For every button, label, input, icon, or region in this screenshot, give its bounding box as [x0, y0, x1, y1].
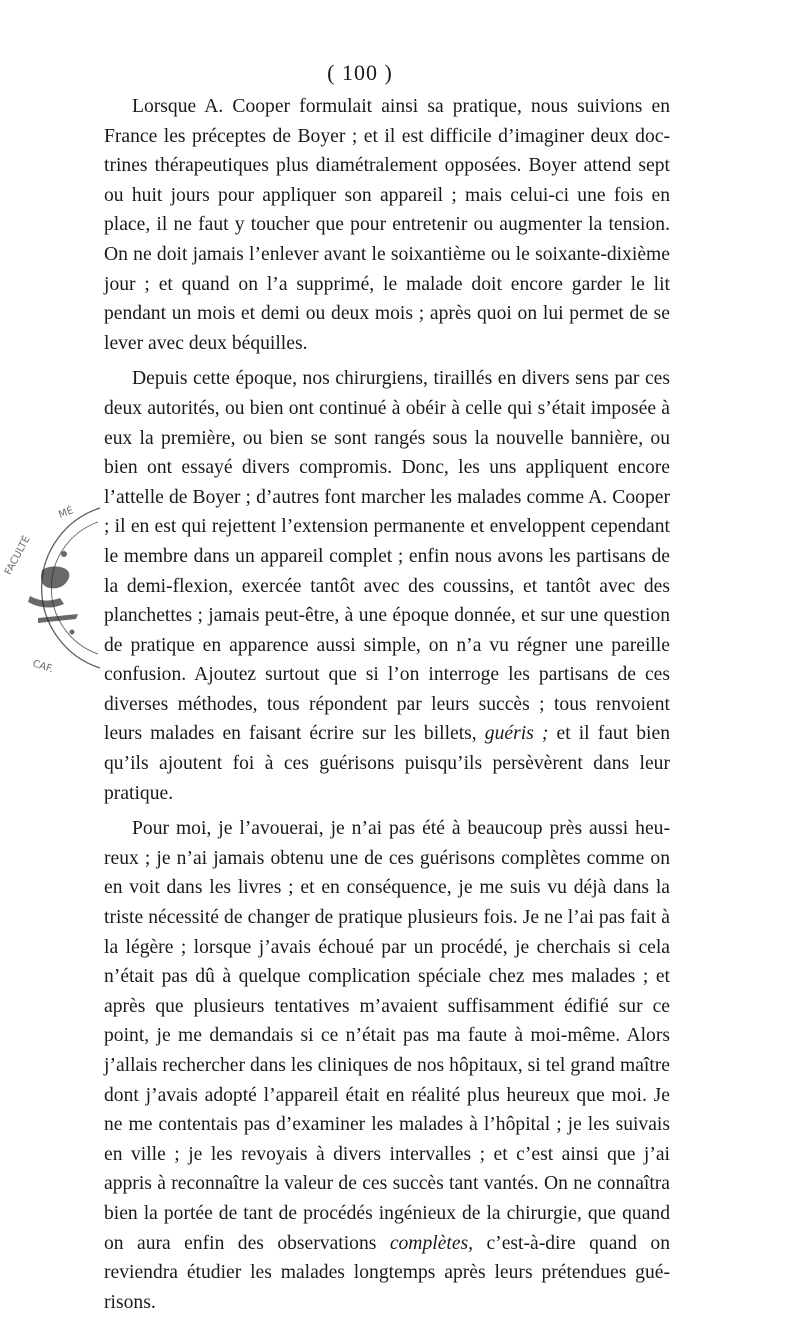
paragraph-1: [104, 92, 670, 358]
paragraph-3: [104, 814, 670, 1317]
text-block: [104, 92, 670, 1317]
page-number: ( 100 ): [327, 60, 393, 85]
paragraph-2-text: Depuis cette époque, nos chirurgiens, tiraillés en divers sens par ces deux autorités, ou bien ont continué à obéir à celle qui s’était imposée à eux la première, ou bien se sont rangés sous la nouvelle bannière, ou bien ont essayé divers compromis. Donc, les uns appliquent encore l’attelle de Boyer ; d’autres font marcher les malades comme A. Cooper ; il en est qui rejettent l’extension permanente et enveloppent cependant le membre dans un appareil complet ; enfin nous avons les partisans de la demi-flexion, exercée tantôt avec des coussins, et tantôt avec des planchettes ; jamais peut-être, à une époque donnée, et sur une question de pratique en apparence aussi simple, on n’a vu régner une pareille confusion. Ajoutez surtout que si l’on interroge les partisans de ces diverses méthodes, tous répondent par leurs succès ; tous renvoient leurs malades en faisant écrire sur les billets,: [104, 368, 670, 745]
paragraph-3-emphasis: complètes,: [389, 1232, 474, 1254]
paragraph-2: [104, 364, 670, 808]
paragraph-1-text: Lorsque A. Cooper formulait ainsi sa pratique, nous suivions en France les préceptes de Boyer ; et il est difficile d’imaginer deux doctrines thérapeutiques plus diamétralement opposées. Boyer attend sept ou huit jours pour appliquer son appareil ; mais celui-ci une fois en place, il ne faut y toucher que pour entretenir ou augmenter la tension. On ne doit jamais l’enlever avant le soixantième ou le soixante-dixième jour ; et quand on l’a supprimé, le malade doit encore garder le lit pendant un mois et demi ou deux mois ; après quoi on lui permet de se lever avec deux béquilles.: [104, 96, 670, 354]
paragraph-3-tail: c’est-à-dire quand on reviendra étudier les malades longtemps après leurs prétendues guérisons.: [104, 1232, 670, 1313]
svg-text:CAF.: CAF.: [31, 658, 55, 676]
paragraph-3-text: Pour moi, je l’avouerai, je n’ai pas été à beaucoup près aussi heureux ; je n’ai jamais obtenu une de ces guérisons complètes comme on en voit dans les livres ; et en conséquence, je me suis vu déjà dans la triste nécessité de changer de pratique plusieurs fois. Je ne l’ai pas fait à la légère ; lorsque j’avais échoué par un procédé, je cherchais si cela n’était pas dû à quelque complication spéciale chez mes malades ; et après que plusieurs tentatives m’avaient suffisamment édifié sur ce point, je me demandais si ce n’était pas ma faute à moi-même. Alors j’allais rechercher dans les cliniques de nos hôpitaux, si tel grand maître dont j’avais adopté l’appareil était en réalité plus heureux que moi. Je ne me contentais pas d’examiner les malades à l’hôpital ; je les suivais en ville ; je les revoyais à divers intervalles ; et c’est ainsi que j’ai appris à reconnaître la valeur de ces succès tant vantés. On ne connaîtra bien la portée de tant de procédés ingénieux de la chirurgie, que quand on aura enfin des observations: [104, 818, 670, 1254]
paragraph-2-tail: et il faut bien qu’ils ajoutent foi à ces guérisons puisqu’ils persèvèrent dans leur pratique.: [104, 723, 670, 804]
library-stamp-icon: [2, 500, 102, 676]
svg-text:MÉ: MÉ: [57, 505, 76, 521]
svg-text:FACULTÉ: FACULTÉ: [3, 534, 33, 577]
paragraph-2-emphasis: guéris ;: [484, 723, 549, 745]
